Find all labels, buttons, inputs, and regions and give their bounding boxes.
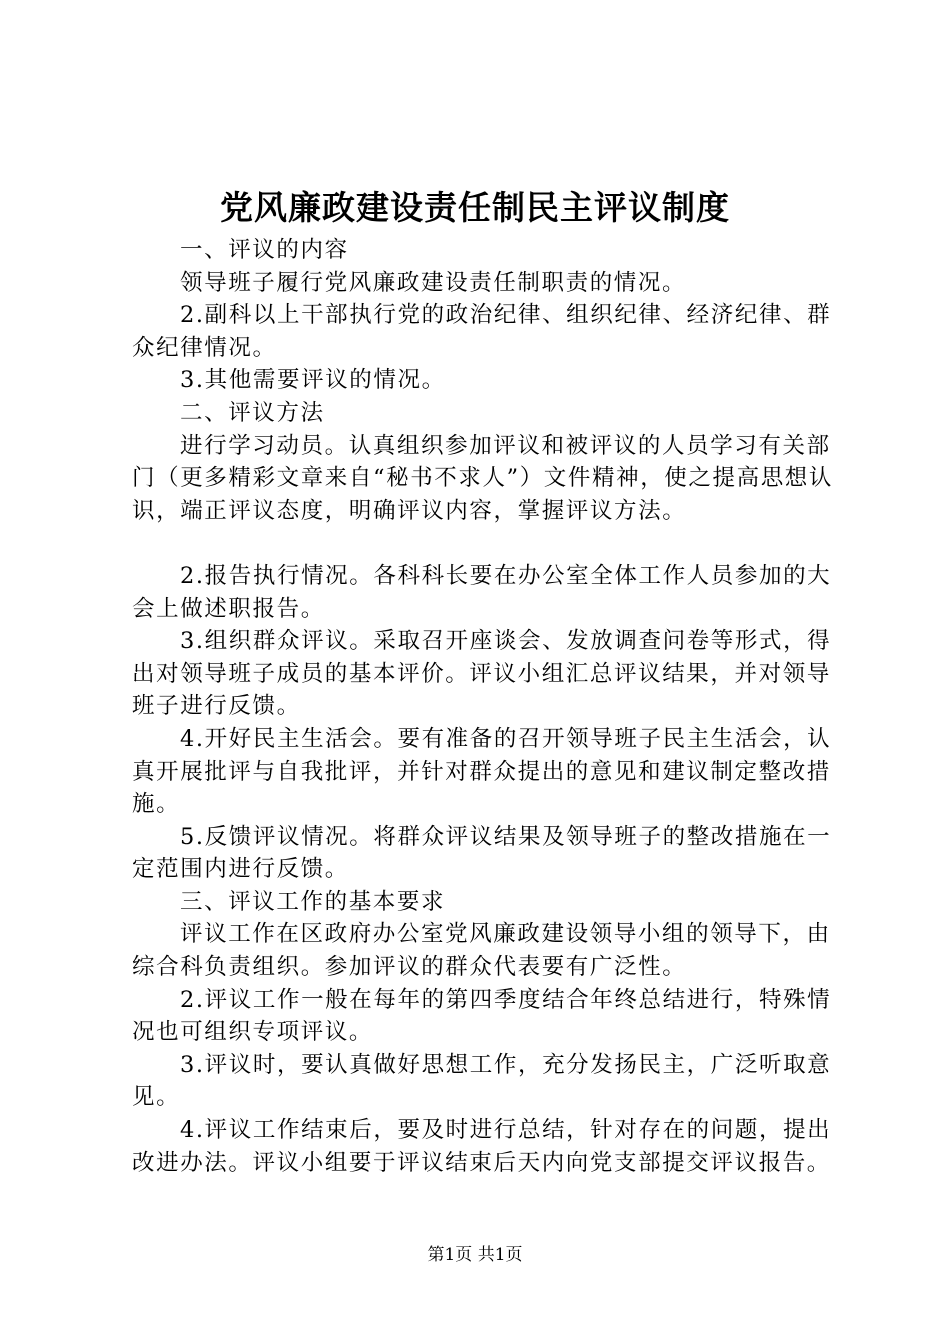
document-title: 党风廉政建设责任制民主评议制度 [220,188,730,227]
paragraph: 4.开好民主生活会。要有准备的召开领导班子民主生活会，认真开展批评与自我批评，并针对群众提出的意见和建议制定整改措施。 [132,725,832,818]
document-body [132,234,854,1179]
paragraph: 进行学习动员。认真组织参加评议和被评议的人员学习有关部门（更多精彩文章来自“秘书不求人”）文件精神，使之提高思想认识，端正评议态度，明确评议内容，掌握评议方法。 [132,432,834,524]
paragraph: 领导班子履行党风廉政建设责任制职责的情况。 [180,269,687,296]
page-footer: 第1页 共1页 [427,1245,523,1265]
blank-line [132,527,854,560]
paragraph: 3.组织群众评议。采取召开座谈会、发放调查问卷等形式，得出对领导班子成员的基本评价。评议小组汇总评议结果，并对领导班子进行反馈。 [132,628,832,720]
paragraph: 3.其他需要评议的情况。 [180,367,446,394]
paragraph: 3.评议时，要认真做好思想工作，充分发扬民主，广泛听取意见。 [132,1051,832,1111]
section-heading: 二、评议方法 [180,399,325,426]
paragraph: 2.报告执行情况。各科科长要在办公室全体工作人员参加的大会上做述职报告。 [132,562,832,622]
section-heading: 三、评议工作的基本要求 [180,888,446,915]
paragraph: 5.反馈评议情况。将群众评议结果及领导班子的整改措施在一定范围内进行反馈。 [132,823,832,883]
section-heading: 一、评议的内容 [180,237,349,263]
paragraph: 2.评议工作一般在每年的第四季度结合年终总结进行，特殊情况也可组织专项评议。 [132,986,832,1046]
paragraph: 4.评议工作结束后，要及时进行总结，针对存在的问题，提出改进办法。评议小组要于评议结束后天内向党支部提交评议报告。 [132,1117,832,1176]
paragraph: 2.副科以上干部执行党的政治纪律、组织纪律、经济纪律、群众纪律情况。 [132,302,832,361]
paragraph: 评议工作在区政府办公室党风廉政建设领导小组的领导下，由综合科负责组织。参加评议的群众代表要有广泛性。 [132,921,831,981]
